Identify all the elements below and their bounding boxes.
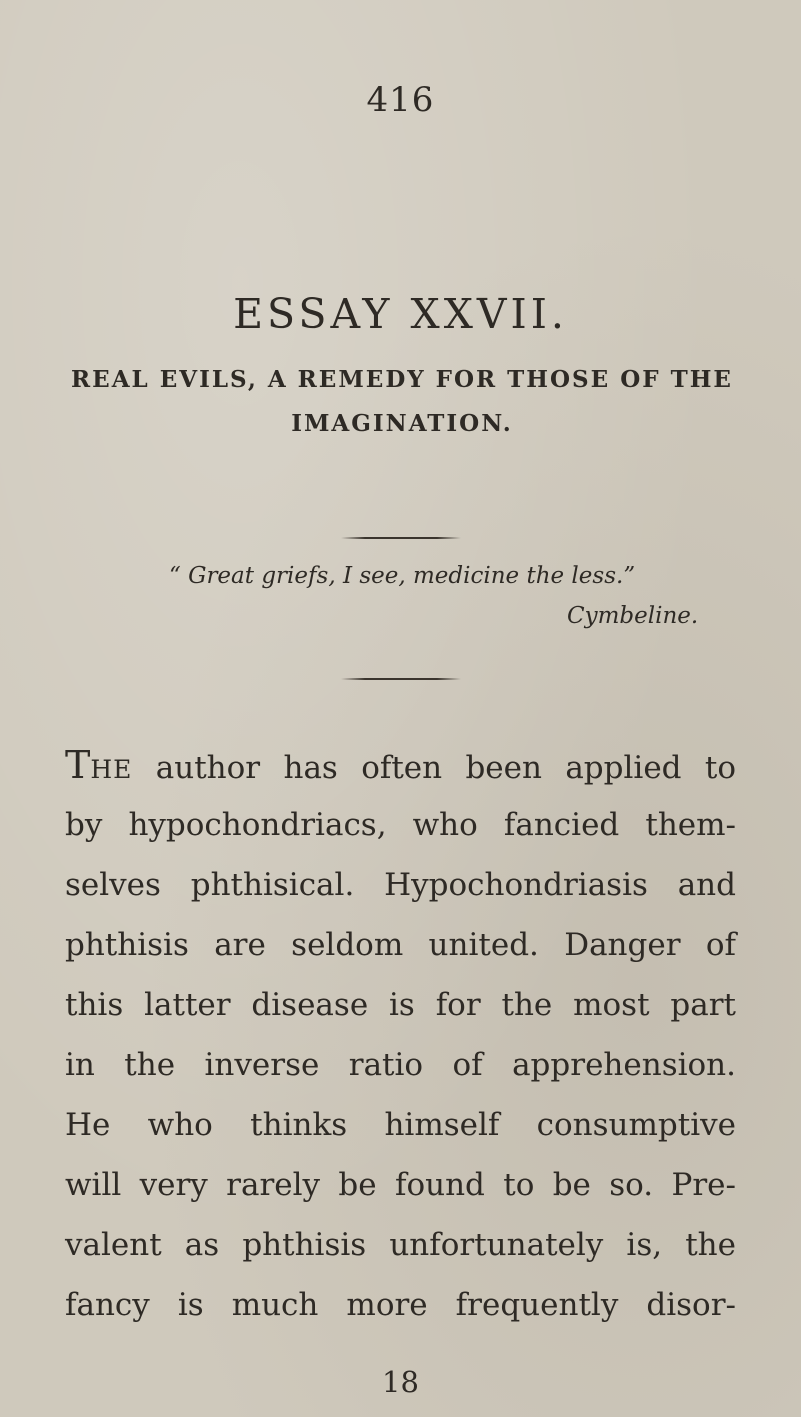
body-line: fancy is much more frequently disor- (65, 1287, 736, 1323)
body-line: He who thinks himself consumptive (65, 1107, 736, 1143)
epigraph-quote: “ Great griefs, I see, medicine the less.” (169, 563, 636, 589)
body-line-1 (65, 735, 736, 795)
essay-title: ESSAY XXVII. (233, 290, 568, 338)
signature-mark: 18 (382, 1365, 419, 1399)
body-text (65, 735, 736, 1335)
drop-cap: T (65, 743, 91, 787)
essay-subtitle-line-2: IMAGINATION. (291, 410, 513, 437)
body-line-1-rest: author has often been applied to (132, 750, 736, 786)
body-line: valent as phthisis unfortunately is, the (65, 1227, 736, 1263)
body-line: selves phthisical. Hypochondriasis and (65, 867, 736, 903)
ornamental-rule-bottom (0, 678, 801, 680)
body-line: will very rarely be found to be so. Pre- (65, 1167, 736, 1203)
smallcaps-word: HE (90, 755, 133, 784)
page-number: 416 (366, 80, 435, 120)
body-line: in the inverse ratio of apprehension. (65, 1047, 736, 1083)
body-line: by hypochondriacs, who fancied them- (65, 807, 736, 843)
body-line: phthisis are seldom united. Danger of (65, 927, 736, 963)
epigraph-source: Cymbeline. (567, 603, 699, 629)
body-line: this latter disease is for the most part (65, 987, 736, 1023)
essay-subtitle-line-1: REAL EVILS, A REMEDY FOR THOSE OF THE (71, 366, 733, 393)
ornamental-rule-top (0, 537, 801, 539)
